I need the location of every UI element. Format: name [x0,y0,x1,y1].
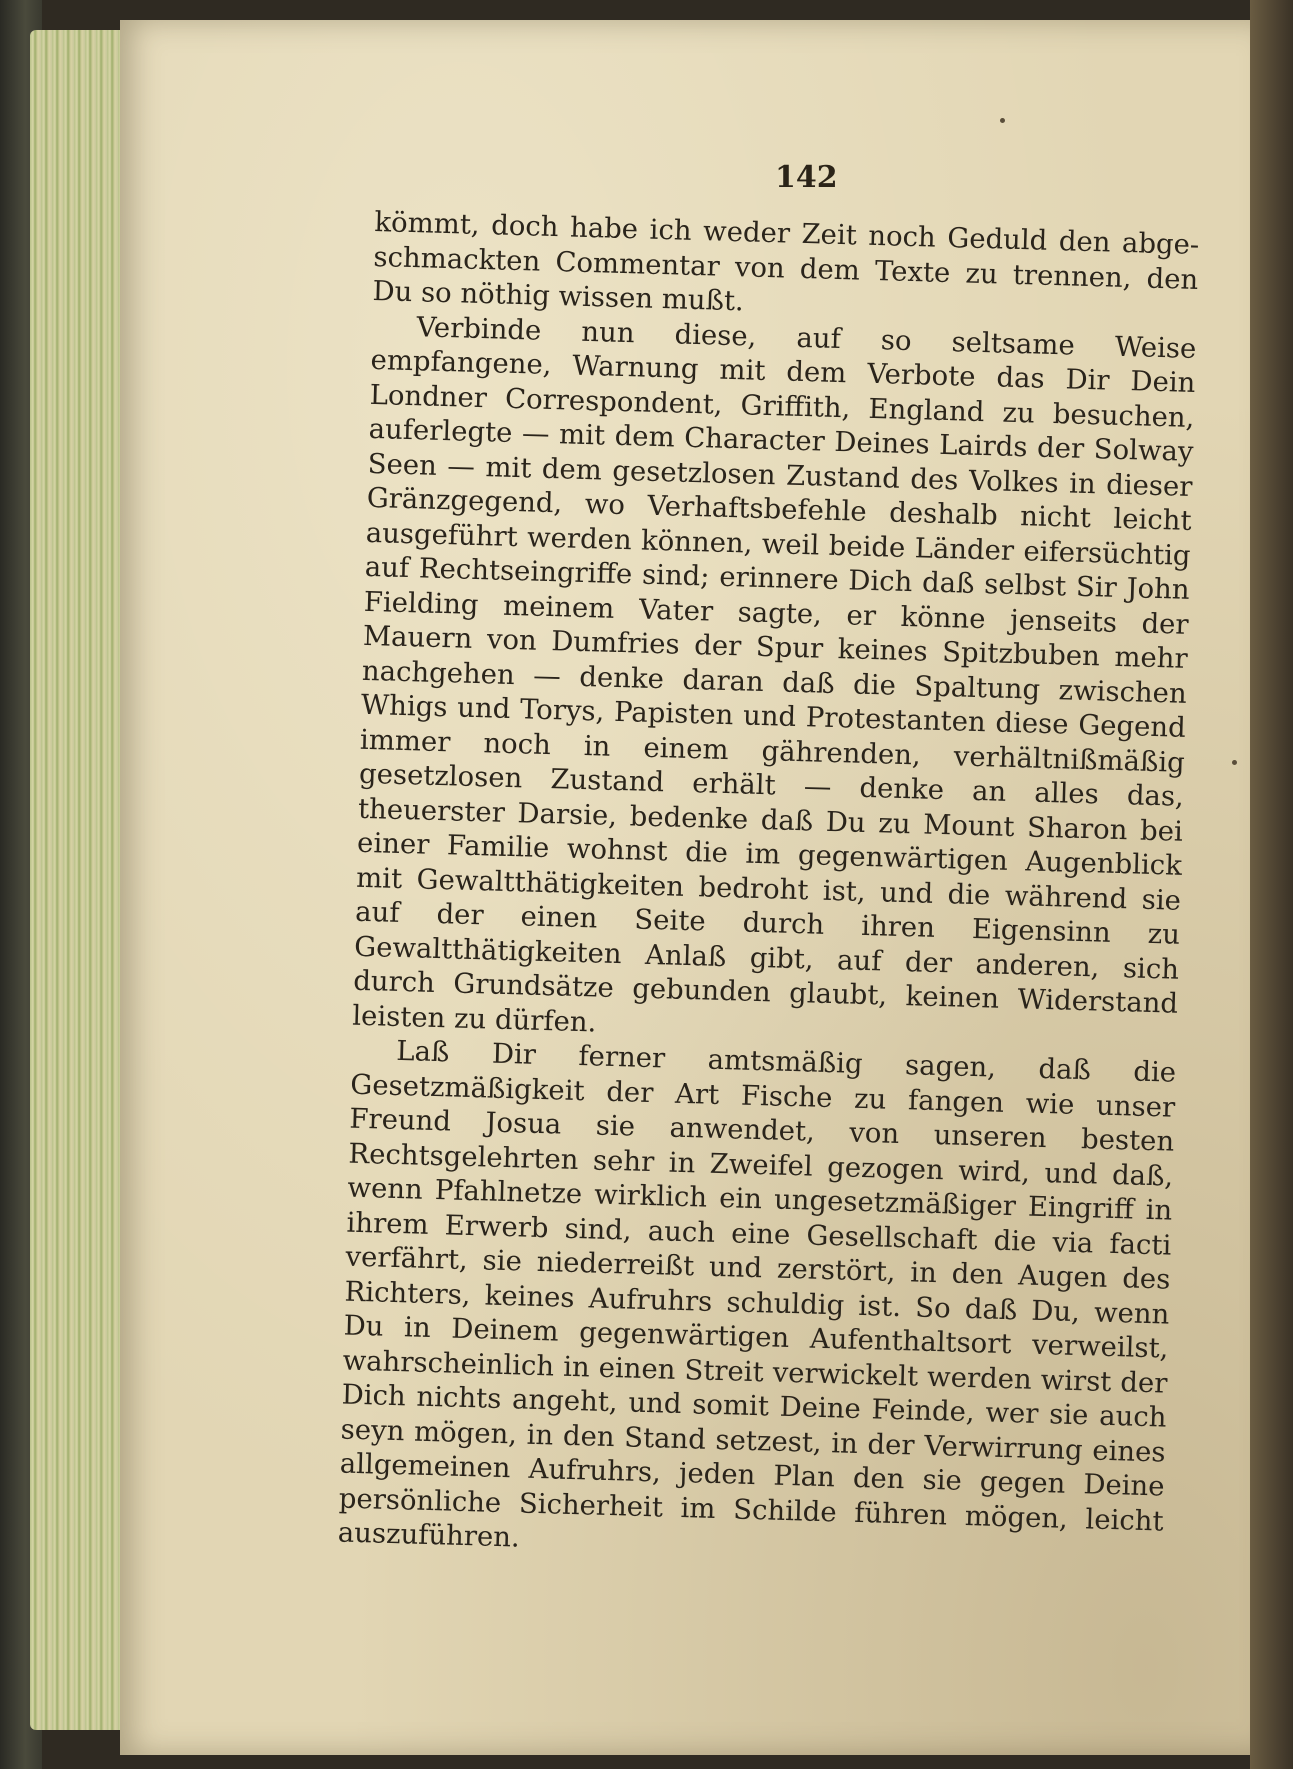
paper-speck [1000,118,1005,123]
paragraph-3: Laß Dir ferner amtsmäßig sagen, daß die Gesetzmäßigkeit der Art Fische zu fangen wie unser Freund Josua sie anwendet, von unseren besten Rechtsgelehrten sehr in Zweifel gezogen wird, und daß, wenn Pfahlnetze wirklich ein ungesetzmäßiger Eingriff in ihrem Erwerb sind, auch eine Gesellschaft die via facti verfährt, sie niederreißt und zerstört, in den Augen des Richters, keines Aufruhrs schuldig ist. So daß Du, wenn Du in Deinem gegenwärtigen Aufenthaltsort verweilst, wahrscheinlich in einen Streit verwickelt werden wirst der Dich nichts angeht, und somit Deine Feinde, wer sie auch seyn mögen, in den Stand setzest, in der Verwirrung eines allgemeinen Aufruhrs, jeden Plan den sie gegen Deine persönliche Sicherheit im Schilde führen mögen, leicht auszuführen. [337,1034,1177,1554]
paper-speck [1232,760,1237,765]
page-number: 142 [775,160,838,195]
paragraph-1: kömmt, doch habe ich weder Zeit noch Geduld den abge-schmackten Commentar von dem Texte zu trennen, den Du so nöthig wissen mußt. [372,205,1200,318]
book-cover-right-edge [1250,0,1293,1769]
paragraph-2: Verbinde nun diese, auf so seltsame Weise empfangene, Warnung mit dem Verbote das Dir Dein Londner Correspondent, Griffith, England zu besuchen, auferlegte — mit dem Character Deines Lairds der Solway Seen — mit dem gesetzlosen Zustand des Volkes in dieser Gränzgegend, wo Verhaftsbefehle deshalb nicht leicht ausgeführt werden können, weil beide Länder eifersüchtig auf Rechtseingriffe sind; erinnere Dich daß selbst Sir John Fielding meinem Vater sagte, er könne jenseits der Mauern von Dumfries der Spur keines Spitzbuben mehr nachgehen — denke daran daß die Spaltung zwischen Whigs und Torys, Papisten und Protestanten diese Gegend immer noch in einem gährenden, verhältnißmäßig gesetzlosen Zustand erhält — denke an alles das, theuerster Darsie, bedenke daß Du zu Mount Sharon bei einer Familie wohnst die im gegenwärtigen Augenblick mit Gewaltthätigkeiten bedroht ist, und die während sie auf der einen Seite durch ihren Eigensinn zu Gewaltthätigkeiten Anlaß gibt, auf der anderen, sich durch Grundsätze gebunden glaubt, keinen Widerstand leisten zu dürfen. [351,310,1197,1038]
body-text [337,205,1200,1554]
